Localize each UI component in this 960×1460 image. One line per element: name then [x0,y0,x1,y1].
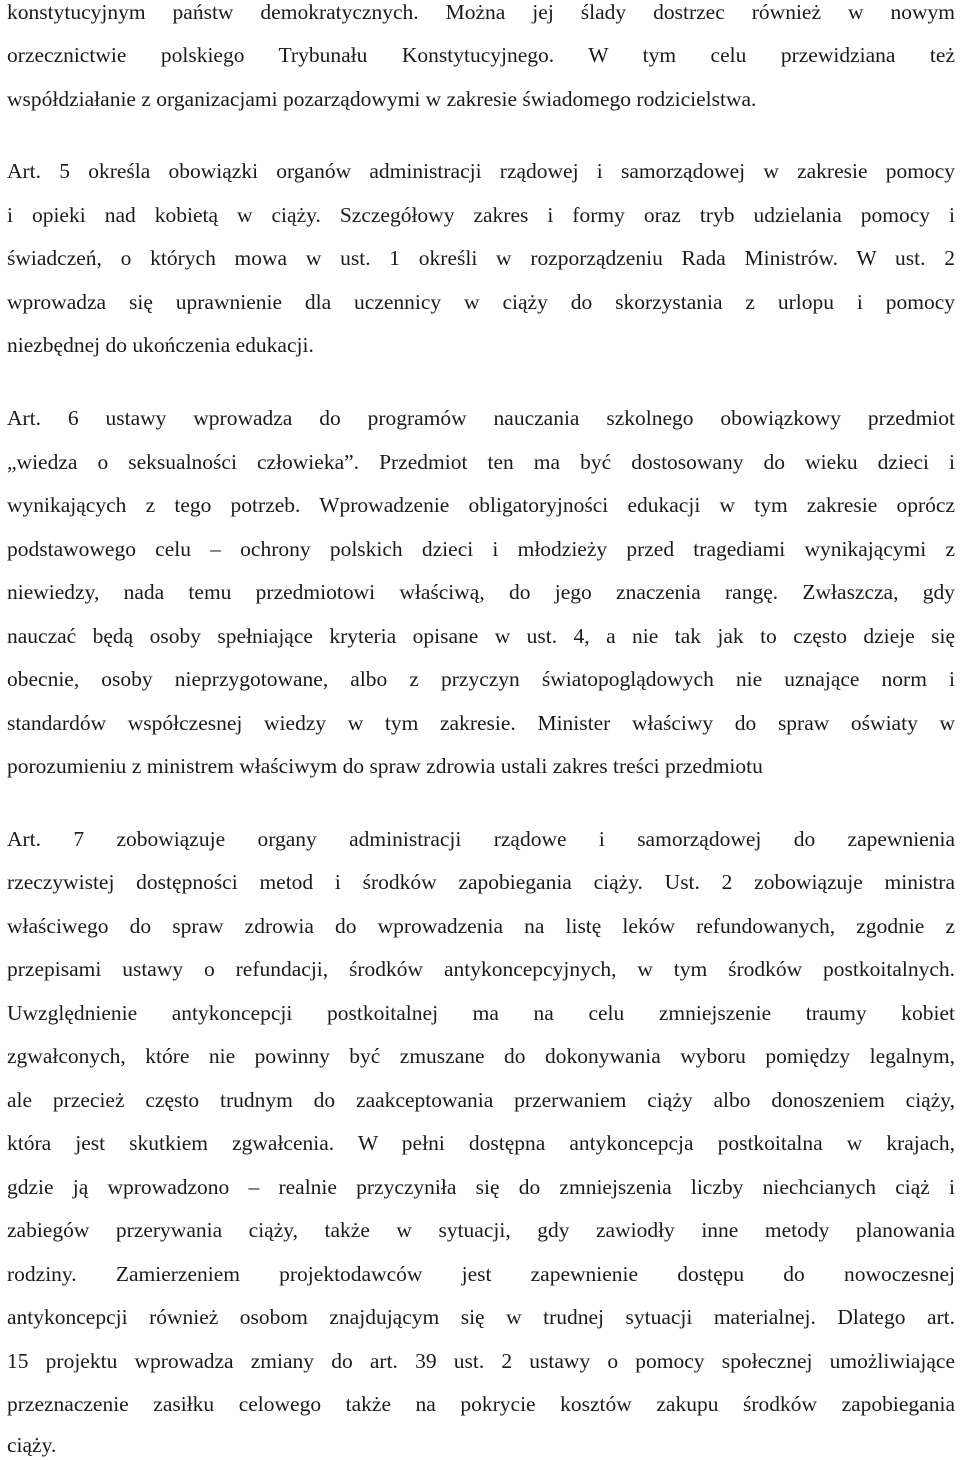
text-line: zabiegów przerywania ciąży, także w sytuacji, gdy zawiodły inne metody planowania [7,1218,955,1242]
text-line: obecnie, osoby nieprzygotowane, albo z przyczyn światopoglądowych nie uznające norm i [7,667,955,691]
text-line: świadczeń, o których mowa w ust. 1 określi w rozporządzeniu Rada Ministrów. W ust. 2 [7,246,955,270]
text-line: Uwzględnienie antykoncepcji postkoitalnej ma na celu zmniejszenie traumy kobiet [7,1001,955,1025]
text-line: wprowadza się uprawnienie dla uczennicy w ciąży do skorzystania z urlopu i pomocy [7,290,955,314]
text-line: niewiedzy, nada temu przedmiotowi właściwą, do jego znaczenia rangę. Zwłaszcza, gdy [7,580,955,604]
text-line: porozumieniu z ministrem właściwym do spraw zdrowia ustali zakres treści przedmiotu [7,754,763,778]
text-line: gdzie ją wprowadzono – realnie przyczyniła się do zmniejszenia liczby niechcianych ciąż i [7,1175,955,1199]
text-line: konstytucyjnym państw demokratycznych. Można jej ślady dostrzec również w nowym [7,0,955,24]
text-line: podstawowego celu – ochrony polskich dzieci i młodzieży przed tragediami wynikającymi z [7,537,955,561]
document-page [7,0,955,1460]
text-line: Art. 5 określa obowiązki organów administracji rządowej i samorządowej w zakresie pomocy [7,159,955,183]
text-line: wynikających z tego potrzeb. Wprowadzenie obligatoryjności edukacji w tym zakresie oprócz [7,493,955,517]
text-line: „wiedza o seksualności człowieka”. Przedmiot ten ma być dostosowany do wieku dzieci i [7,450,955,474]
text-line: ciąży. [7,1433,57,1457]
text-line: właściwego do spraw zdrowia do wprowadzenia na listę leków refundowanych, zgodnie z [7,914,955,938]
text-line: 15 projektu wprowadza zmiany do art. 39 ust. 2 ustawy o pomocy społecznej umożliwiające [7,1349,955,1373]
text-line: Art. 7 zobowiązuje organy administracji rządowe i samorządowej do zapewnienia [7,827,955,851]
text-line: standardów współczesnej wiedzy w tym zakresie. Minister właściwy do spraw oświaty w [7,711,955,735]
text-line: nauczać będą osoby spełniające kryteria opisane w ust. 4, a nie tak jak to często dzieje się [7,624,955,648]
text-line: antykoncepcji również osobom znajdującym się w trudnej sytuacji materialnej. Dlatego art. [7,1305,955,1329]
text-line: przeznaczenie zasiłku celowego także na pokrycie kosztów zakupu środków zapobiegania [7,1392,955,1416]
text-line: ale przecież często trudnym do zaakceptowania przerwaniem ciąży albo donoszeniem ciąży, [7,1088,955,1112]
text-line: współdziałanie z organizacjami pozarządowymi w zakresie świadomego rodzicielstwa. [7,87,757,111]
text-line: i opieki nad kobietą w ciąży. Szczegółowy zakres i formy oraz tryb udzielania pomocy i [7,203,955,227]
text-line: orzecznictwie polskiego Trybunału Konstytucyjnego. W tym celu przewidziana też [7,43,955,67]
text-line: która jest skutkiem zgwałcenia. W pełni dostępna antykoncepcja postkoitalna w krajach, [7,1131,955,1155]
text-line: zgwałconych, które nie powinny być zmuszane do dokonywania wyboru pomiędzy legalnym, [7,1044,955,1068]
text-line: rzeczywistej dostępności metod i środków zapobiegania ciąży. Ust. 2 zobowiązuje ministra [7,870,955,894]
text-line: przepisami ustawy o refundacji, środków antykoncepcyjnych, w tym środków postkoitalnych. [7,957,955,981]
text-line: Art. 6 ustawy wprowadza do programów nauczania szkolnego obowiązkowy przedmiot [7,406,955,430]
text-line: niezbędnej do ukończenia edukacji. [7,333,314,357]
text-line: rodziny. Zamierzeniem projektodawców jest zapewnienie dostępu do nowoczesnej [7,1262,955,1286]
